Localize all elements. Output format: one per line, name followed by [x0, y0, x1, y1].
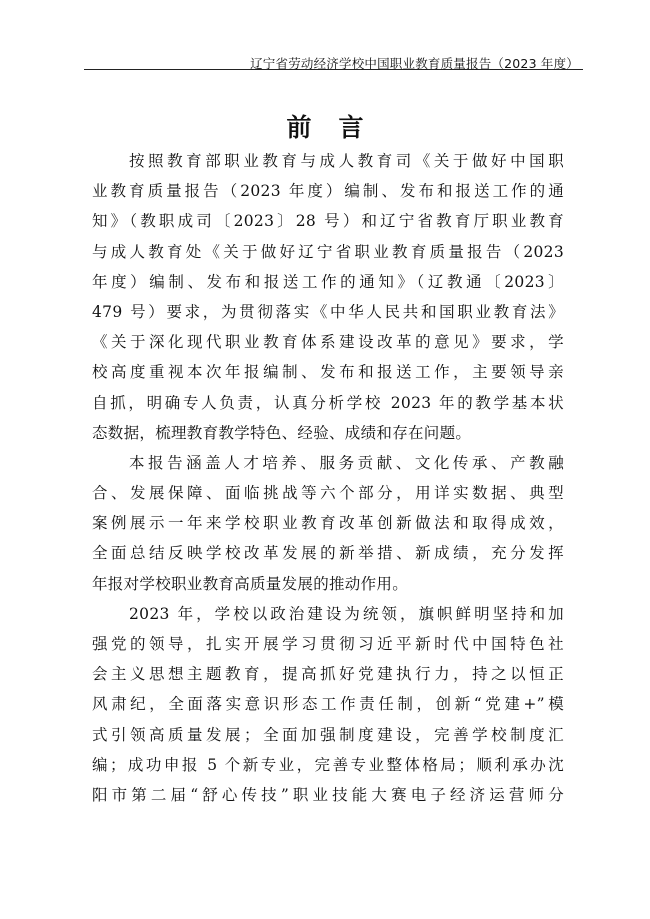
paragraph-3-line-7: 阳市第二届“舒心传技”职业技能大赛电子经济运营师分 — [92, 785, 564, 804]
paragraph-1-line-10: 态数据，梳理教育教学特色、经验、成绩和存在问题。 — [92, 423, 472, 442]
paragraph-2-line-1: 本报告涵盖人才培养、服务贡献、文化传承、产教融 — [129, 453, 564, 472]
running-header: 辽宁省劳动经济学校中国职业教育质量报告（2023 年度） — [250, 56, 579, 71]
paragraph-1-line-3: 知》（教职成司〔2023〕28 号）和辽宁省教育厅职业教育 — [92, 212, 564, 231]
paragraph-1-line-8: 校高度重视本次年报编制、发布和报送工作，主要领导亲 — [92, 363, 564, 382]
paragraph-3-line-2: 强党的领导，扎实开展学习贯彻习近平新时代中国特色社 — [92, 635, 564, 653]
paragraph-3-line-5: 式引领高质量发展；全面加强制度建设，完善学校制度汇 — [92, 725, 564, 744]
paragraph-1-line-4: 与成人教育处《关于做好辽宁省职业教育质量报告（2023 — [92, 242, 564, 261]
paragraph-3-line-6: 编；成功申报 5 个新专业，完善专业整体格局；顺利承办沈 — [92, 755, 564, 774]
body-text — [92, 146, 564, 810]
paragraph-2-line-5: 年报对学校职业教育高质量发展的推动作用。 — [92, 574, 409, 593]
paragraph-1-line-1: 按照教育部职业教育与成人教育司《关于做好中国职 — [129, 152, 564, 170]
paragraph-1-line-6: 479 号）要求，为贯彻落实《中华人民共和国职业教育法》 — [92, 302, 564, 321]
paragraph-1-line-2: 业教育质量报告（2023 年度）编制、发布和报送工作的通 — [92, 182, 564, 201]
paragraph-1-line-9: 自抓，明确专人负责，认真分析学校 2023 年的教学基本状 — [92, 393, 564, 412]
paragraph-3-line-1: 2023 年，学校以政治建设为统领，旗帜鲜明坚持和加 — [129, 604, 564, 623]
paragraph-3-line-4: 风肃纪，全面落实意识形态工作责任制，创新“党建+”模 — [92, 695, 564, 714]
paragraph-3-line-3: 会主义思想主题教育，提高抓好党建执行力，持之以恒正 — [92, 665, 564, 684]
paragraph-2-line-3: 案例展示一年来学校职业教育改革创新做法和取得成效， — [92, 514, 564, 533]
page-title: 前言 — [286, 113, 391, 142]
paragraph-1-line-7: 《关于深化现代职业教育体系建设改革的意见》要求，学 — [92, 333, 564, 352]
paragraph-2-line-2: 合、发展保障、面临挑战等六个部分，用详实数据、典型 — [92, 484, 564, 503]
header-rule — [84, 69, 583, 70]
paragraph-2-line-4: 全面总结反映学校改革发展的新举措、新成绩，充分发挥 — [92, 544, 564, 563]
paragraph-1-line-5: 年度）编制、发布和报送工作的通知》（辽教通〔2023〕 — [92, 272, 564, 291]
